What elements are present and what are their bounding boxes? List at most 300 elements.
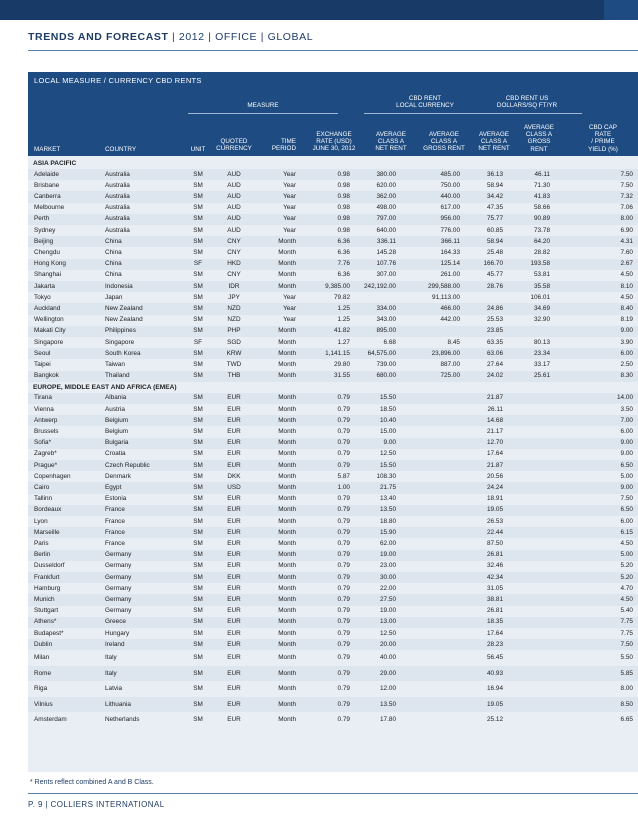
cell-unit: SM [193,472,203,480]
cell-market: Tallinn [34,495,53,503]
cell-time-period: Month [278,618,296,626]
cell-net-rent-local: 9.00 [383,439,396,447]
cell-net-rent-local: 12.50 [380,450,396,458]
cell-net-rent-usd: 19.05 [487,700,503,708]
cell-cap-rate: 6.90 [620,226,633,234]
cell-country: France [105,517,125,525]
cell-unit: SM [193,618,203,626]
cell-currency: EUR [227,528,241,536]
cell-net-rent-usd: 166.70 [483,260,503,268]
cell-cap-rate: 6.15 [620,528,633,536]
table-row [28,214,638,225]
cell-cap-rate: 7.75 [620,629,633,637]
cell-cap-rate: 4.50 [620,293,633,301]
table-row [28,426,638,437]
cell-time-period: Month [278,472,296,480]
cell-time-period: Month [278,584,296,592]
cell-country: Netherlands [105,716,140,724]
cell-cap-rate: 14.00 [617,394,633,402]
cell-time-period: Month [278,338,296,346]
cell-time-period: Month [278,669,296,677]
cell-country: Australia [105,192,130,200]
cell-gross-rent-local: 299,588.00 [428,282,460,290]
footnote: * Rents reflect combined A and B Class. [30,779,154,786]
cell-country: Australia [105,215,130,223]
table-row [28,650,638,666]
cell-net-rent-local: 680.00 [376,372,396,380]
cell-time-period: Month [278,394,296,402]
cell-cap-rate: 4.70 [620,584,633,592]
cell-gross-rent-usd: 23.34 [534,349,550,357]
cell-net-rent-usd: 17.64 [487,629,503,637]
cell-net-rent-local: 12.00 [380,685,396,693]
cell-unit: SM [193,372,203,380]
cell-currency: EUR [227,629,241,637]
cell-country: Germany [105,562,132,570]
cell-market: Vienna [34,405,54,413]
cell-country: Australia [105,204,130,212]
cell-time-period: Month [278,260,296,268]
cell-net-rent-local: 30.00 [380,573,396,581]
cell-time-period: Month [278,685,296,693]
cell-currency: CNY [227,271,241,279]
cell-exchange-rate: 1.25 [337,304,350,312]
cell-net-rent-usd: 20.56 [487,472,503,480]
cell-net-rent-local: 23.00 [380,562,396,570]
cell-country: Germany [105,573,132,581]
cell-time-period: Month [278,483,296,491]
cell-exchange-rate: 0.79 [337,629,350,637]
cell-market: Vilnius [34,700,53,708]
cell-market: Bordeaux [34,506,62,514]
cell-country: Germany [105,551,132,559]
cell-currency: EUR [227,562,241,570]
cell-exchange-rate: 7.76 [337,260,350,268]
cell-exchange-rate: 0.79 [337,716,350,724]
cell-net-rent-local: 12.50 [380,629,396,637]
cell-market: Perth [34,215,50,223]
cell-unit: SM [193,427,203,435]
cell-cap-rate: 6.00 [620,427,633,435]
cell-exchange-rate: 5.87 [337,472,350,480]
table-row [28,561,638,572]
table-row [28,538,638,549]
cell-net-rent-local: 108.30 [376,472,396,480]
cell-time-period: Month [278,716,296,724]
cell-unit: SM [193,528,203,536]
cell-country: Germany [105,595,132,603]
cell-gross-rent-usd: 33.17 [534,360,550,368]
cell-net-rent-local: 242,192.00 [364,282,396,290]
table-row [28,639,638,650]
cell-country: Albania [105,394,127,402]
table-header [28,90,638,156]
table-row [28,628,638,639]
cell-gross-rent-usd: 73.78 [534,226,550,234]
table-row [28,712,638,728]
cell-cap-rate: 8.10 [620,282,633,290]
cell-exchange-rate: 6.36 [337,237,350,245]
cell-country: Bulgaria [105,439,129,447]
cell-net-rent-local: 6.68 [383,338,396,346]
cell-exchange-rate: 79.82 [334,293,350,301]
cell-country: New Zealand [105,316,143,324]
cell-currency: DKK [227,472,241,480]
cell-net-rent-local: 15.50 [380,394,396,402]
cell-net-rent-usd: 31.05 [487,584,503,592]
footer-rule [28,793,638,794]
cell-currency: EUR [227,506,241,514]
cell-country: Singapore [105,338,135,346]
cell-country: Egypt [105,483,122,491]
region-heading [28,158,638,169]
cell-exchange-rate: 0.79 [337,539,350,547]
page-number: P. 9 [28,800,43,809]
cell-country: Australia [105,181,130,189]
cell-market: Shanghai [34,271,62,279]
cell-exchange-rate: 0.79 [337,573,350,581]
group-underline [472,113,582,114]
cell-country: Austria [105,405,125,413]
cell-time-period: Month [278,700,296,708]
cell-market: Budapest* [34,629,64,637]
cell-gross-rent-usd: 71.30 [534,181,550,189]
cell-country: France [105,539,125,547]
cell-cap-rate: 7.50 [620,495,633,503]
cell-net-rent-usd: 18.35 [487,618,503,626]
cell-cap-rate: 7.06 [620,204,633,212]
cell-exchange-rate: 0.79 [337,654,350,662]
cell-net-rent-local: 498.00 [376,204,396,212]
cell-unit: SM [193,293,203,301]
cell-unit: SM [193,416,203,424]
cell-currency: EUR [227,416,241,424]
table-row [28,471,638,482]
cell-country: China [105,260,122,268]
col-header-exchange: EXCHANGE RATE (USD) JUNE 30, 2012 [312,131,356,153]
cell-cap-rate: 7.75 [620,618,633,626]
cell-cap-rate: 8.30 [620,372,633,380]
cell-net-rent-local: 19.00 [380,551,396,559]
cell-market: Taipei [34,360,51,368]
header-rule [28,50,638,51]
group-header-usd: CBD RENT US DOLLARS/SQ FT/YR [496,95,558,110]
cell-exchange-rate: 9,385.00 [325,282,350,290]
table-row [28,371,638,382]
cell-unit: SM [193,495,203,503]
cell-net-rent-local: 22.00 [380,584,396,592]
cell-market: Tirana [34,394,52,402]
cell-cap-rate: 7.00 [620,416,633,424]
cell-unit: SM [193,170,203,178]
cell-exchange-rate: 0.79 [337,562,350,570]
cell-time-period: Month [278,506,296,514]
header-sep: | [172,31,176,43]
cell-net-rent-usd: 58.94 [487,237,503,245]
cell-unit: SM [193,450,203,458]
cell-currency: USD [227,483,241,491]
cell-currency: TWD [226,360,242,368]
cell-time-period: Month [278,248,296,256]
cell-currency: EUR [227,517,241,525]
cell-cap-rate: 9.00 [620,483,633,491]
cell-net-rent-local: 797.00 [376,215,396,223]
cell-exchange-rate: 6.36 [337,271,350,279]
cell-market: Sofia* [34,439,52,447]
cell-net-rent-usd: 28.76 [487,282,503,290]
cell-market: Hamburg [34,584,61,592]
cell-country: Estonia [105,495,127,503]
cell-time-period: Year [283,215,296,223]
cell-net-rent-local: 19.00 [380,607,396,615]
cell-unit: SM [193,584,203,592]
cell-unit: SM [193,654,203,662]
table-row [28,315,638,326]
cell-net-rent-usd: 27.64 [487,360,503,368]
cell-gross-rent-local: 750.00 [440,181,460,189]
table-row [28,259,638,270]
cell-net-rent-usd: 16.94 [487,685,503,693]
cell-net-rent-local: 13.40 [380,495,396,503]
col-header-gross-usd: AVERAGE CLASS A GROSS RENT [524,124,554,153]
cell-net-rent-usd: 32.46 [487,562,503,570]
cell-exchange-rate: 0.98 [337,226,350,234]
cell-net-rent-local: 13.50 [380,700,396,708]
cell-currency: AUD [227,181,241,189]
table-row [28,191,638,202]
table-row [28,359,638,370]
cell-net-rent-usd: 26.53 [487,517,503,525]
cell-net-rent-usd: 19.05 [487,506,503,514]
cell-unit: SM [193,640,203,648]
cell-gross-rent-usd: 34.69 [534,304,550,312]
cell-currency: PHP [227,327,241,335]
cell-net-rent-local: 64,575.00 [367,349,396,357]
header-year: 2012 [178,31,205,43]
table-row [28,449,638,460]
cell-gross-rent-usd: 32.90 [534,316,550,324]
cell-unit: SM [193,669,203,677]
cell-country: Croatia [105,450,126,458]
cell-unit: SM [193,700,203,708]
cell-net-rent-usd: 28.23 [487,640,503,648]
cell-cap-rate: 5.20 [620,573,633,581]
cell-gross-rent-local: 725.00 [440,372,460,380]
table-row [28,281,638,292]
cell-market: Jakarta [34,282,55,290]
cell-unit: SM [193,316,203,324]
col-header-time: TIME PERIOD [271,138,296,153]
table-row [28,666,638,682]
cell-net-rent-usd: 63.06 [487,349,503,357]
cell-cap-rate: 8.50 [620,700,633,708]
cell-currency: EUR [227,640,241,648]
cell-exchange-rate: 0.79 [337,607,350,615]
top-color-bar [0,0,638,20]
cell-net-rent-usd: 26.81 [487,551,503,559]
cell-gross-rent-local: 440.00 [440,192,460,200]
cell-market: Auckland [34,304,61,312]
cell-exchange-rate: 0.79 [337,618,350,626]
cell-net-rent-local: 739.00 [376,360,396,368]
cell-market: Lyon [34,517,48,525]
cell-time-period: Month [278,439,296,447]
cell-unit: SM [193,685,203,693]
table-row [28,438,638,449]
cell-unit: SM [193,595,203,603]
cell-unit: SM [193,226,203,234]
cell-time-period: Month [278,405,296,413]
cell-net-rent-usd: 56.45 [487,654,503,662]
cell-gross-rent-local: 617.00 [440,204,460,212]
cell-unit: SM [193,192,203,200]
cell-cap-rate: 3.90 [620,338,633,346]
table-row [28,303,638,314]
footer-company: COLLIERS INTERNATIONAL [50,800,165,809]
cell-net-rent-local: 343.00 [376,316,396,324]
cell-cap-rate: 6.65 [620,716,633,724]
cell-country: Belgium [105,427,129,435]
cell-time-period: Year [283,170,296,178]
cell-time-period: Month [278,237,296,245]
cell-net-rent-local: 640.00 [376,226,396,234]
cell-net-rent-local: 21.75 [380,483,396,491]
cell-market: Stuttgart [34,607,59,615]
cell-cap-rate: 4.50 [620,595,633,603]
cell-gross-rent-local: 164.33 [440,248,460,256]
cell-country: China [105,248,122,256]
cell-market: Athens* [34,618,57,626]
cell-cap-rate: 6.00 [620,517,633,525]
cell-currency: AUD [227,215,241,223]
cell-time-period: Month [278,327,296,335]
table-row [28,247,638,258]
table-row [28,516,638,527]
cell-unit: SM [193,562,203,570]
cell-exchange-rate: 41.82 [334,327,350,335]
cell-unit: SM [193,282,203,290]
cell-currency: IDR [228,282,240,290]
col-header-gross-local: AVERAGE CLASS A GROSS RENT [423,131,465,153]
cell-country: South Korea [105,349,141,357]
cell-currency: EUR [227,461,241,469]
group-header-measure: MEASURE [247,102,279,109]
cell-exchange-rate: 0.79 [337,427,350,435]
cell-exchange-rate: 0.79 [337,461,350,469]
cell-time-period: Year [283,304,296,312]
cell-exchange-rate: 0.98 [337,204,350,212]
cell-net-rent-usd: 34.42 [487,192,503,200]
cell-cap-rate: 6.50 [620,461,633,469]
table-row [28,505,638,516]
table-row [28,527,638,538]
cell-net-rent-usd: 60.85 [487,226,503,234]
col-header-country: COUNTRY [105,146,137,153]
cell-cap-rate: 2.67 [620,260,633,268]
table-row [28,404,638,415]
cell-exchange-rate: 0.79 [337,506,350,514]
cell-time-period: Year [283,192,296,200]
region-heading [28,382,638,393]
cell-currency: NZD [227,304,241,312]
cell-gross-rent-local: 442.00 [440,316,460,324]
cell-cap-rate: 9.00 [620,327,633,335]
cell-gross-rent-local: 956.00 [440,215,460,223]
cell-cap-rate: 2.50 [620,360,633,368]
cell-gross-rent-usd: 80.13 [534,338,550,346]
cell-net-rent-usd: 24.24 [487,483,503,491]
cell-time-period: Month [278,595,296,603]
cell-currency: EUR [227,618,241,626]
cell-currency: EUR [227,685,241,693]
cell-unit: SM [193,551,203,559]
cell-market: Brussels [34,427,59,435]
cell-market: Prague* [34,461,58,469]
table-row [28,606,638,617]
cell-gross-rent-local: 91,113.00 [432,293,460,301]
cell-currency: CNY [227,237,241,245]
group-underline [364,113,486,114]
cell-gross-rent-local: 261.00 [440,271,460,279]
cell-currency: KRW [226,349,242,357]
cell-exchange-rate: 0.79 [337,685,350,693]
cell-gross-rent-usd: 64.20 [534,237,550,245]
cell-cap-rate: 9.00 [620,439,633,447]
cell-time-period: Month [278,282,296,290]
cell-net-rent-local: 27.50 [380,595,396,603]
cell-currency: AUD [227,170,241,178]
cell-market: Dublin [34,640,53,648]
cell-market: Beijing [34,237,54,245]
cell-net-rent-usd: 38.81 [487,595,503,603]
cell-time-period: Month [278,450,296,458]
region-label: ASIA PACIFIC [33,160,77,167]
cell-gross-rent-local: 8.45 [447,338,460,346]
cell-cap-rate: 5.00 [620,472,633,480]
cell-exchange-rate: 0.98 [337,170,350,178]
cell-unit: SM [193,215,203,223]
table-row [28,236,638,247]
cell-country: Indonesia [105,282,133,290]
cell-net-rent-usd: 87.50 [487,539,503,547]
table-row [28,681,638,697]
cell-unit: SF [193,260,203,268]
cell-market: Frankfurt [34,573,60,581]
cell-exchange-rate: 0.79 [337,416,350,424]
group-underline [188,113,338,114]
cell-exchange-rate: 1.27 [337,338,350,346]
cell-currency: EUR [227,700,241,708]
cell-currency: CNY [227,248,241,256]
cell-unit: SM [193,506,203,514]
cell-market: Sydney [34,226,56,234]
cell-market: Zagreb* [34,450,57,458]
cell-country: Germany [105,584,132,592]
col-header-unit: UNIT [190,146,206,153]
cell-unit: SM [193,349,203,357]
cell-time-period: Year [283,226,296,234]
cell-exchange-rate: 0.98 [337,192,350,200]
cell-net-rent-usd: 42.34 [487,573,503,581]
cell-gross-rent-usd: 193.58 [530,260,550,268]
header-scope: GLOBAL [267,31,314,43]
cell-net-rent-usd: 45.77 [487,271,503,279]
cell-exchange-rate: 0.98 [337,215,350,223]
table-row [28,494,638,505]
cell-net-rent-local: 29.00 [380,669,396,677]
cell-net-rent-local: 13.50 [380,506,396,514]
cell-market: Riga [34,685,48,693]
